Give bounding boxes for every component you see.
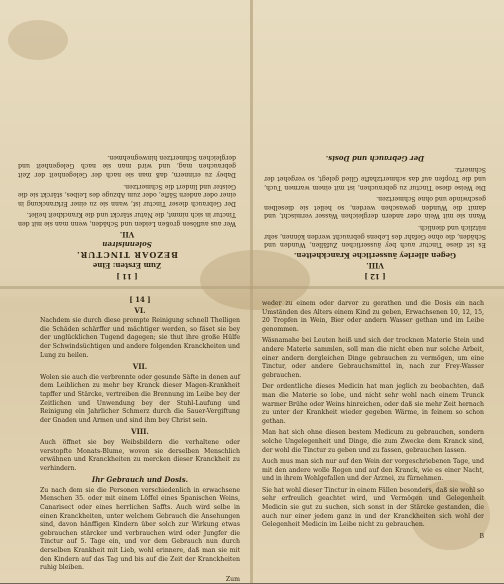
page-number: [ 12 ] xyxy=(364,272,386,281)
page-number: [ 11 ] xyxy=(116,272,138,281)
page-bottom-right xyxy=(262,300,484,576)
paragraph: Auch mus man sich nur auf den Wein der vorgeschriebenen Tage, und mit den andere wolle Regen und auf den Kranck, wie es einer Nacht, und in ihrem Wohlgefallen und der Arznei, zu fürnehmen. xyxy=(262,458,484,483)
section-number: VIII. xyxy=(131,427,149,437)
paragraph: Der ordentliche dieses Medicin hat man jeglich zu beobachten, daß man die Materie so lobe, und nicht sehr wohl nach einem Trunck warmer Brühe oder Weins hinreichen, oder daß sie mehr Zeit hernach zu unter der Krankheit wieder gegeben Wärme, in feinem so schon gethan. xyxy=(262,383,484,425)
horizontal-fold xyxy=(0,286,504,289)
section-number: VIII. xyxy=(366,261,384,271)
page-bottom-left xyxy=(40,295,240,583)
page-number: [ 14 ] xyxy=(129,295,151,304)
paragraph: Sie hat wohl dieser Tinctur in einem Fällen besonders, daß sie wohl so sehr erfreulich geachtet wird, und Vermögen und Gelegenheit Medicin sie gut zu suchen, sich sonst in der Stärcke gestanden, die auch nur einer jedem ganz in und der Kranckheiten sich wohl der Gelegenheit Medicin im Leibe nicht zu gebrauchen. xyxy=(262,486,485,529)
section-heading: Der Gebrauch und Dosis. xyxy=(325,153,425,163)
section-number: VII. xyxy=(119,229,135,239)
paragraph: Auch öffnet sie bey Weibsbildern die verhaltene oder verstopfte Monats-Blume, wovon sie derselben Menschlich erwähnen und Kranckheiten zu mercken dieser Kranckheit zu verhindern. xyxy=(40,438,240,472)
title-sub: Solennisiren xyxy=(102,240,152,250)
paragraph: Wolen sie auch die verbrennte oder gesunde Säfte in denen auf dem Leiblichen zu mehr bey Kranck dieser Magen-Krankheit tapffer und Stärcke, vertreiben die Brennung im Leibe bey der Zeitlichen und Unwendung bey der Stuhl-Laufung und Reinigung ein Jahrlicher Schmerz durch die Sauer-Vergiftung der Gnaden und Armen und sind ihm bey Christ sein. xyxy=(40,373,240,424)
paragraph: Es ist diese Tinctur auch bey äusserlichen Zufällen, Wunden und Schäden, die ohne Gefahr des Lebens gebraucht werden können, sehr nützlich und dienlich. xyxy=(264,224,486,249)
paragraph: Wann sie mit Wein oder andern dergleichen Wasser vermischt, und damit die Wunden gewaschen werden, so heilet sie dieselben geschwinde und ohne Schmertzen. xyxy=(264,195,486,220)
paragraph: Man hat sich ohne diesen bestem Medicum zu gebrauchen, sondern solche Ungelegenheit und Dinge, die zum Zwecke dem Kranck sind, der wohl die Tinctur zu geben und zu fassen, gebrauchen lassen. xyxy=(262,429,484,454)
catchword: Zum xyxy=(225,575,240,583)
signature-mark: B xyxy=(479,532,484,540)
page-top-right xyxy=(264,10,486,280)
paragraph: Der Gebrauch dieser Tinctur ist, wann sie zu einer Erkranckung in einer oder andern Säfte, oder zum Abzuge des Leibes, stärckt sie die Geister und lindert die Schmertzen. xyxy=(18,182,236,207)
section-number: VI. xyxy=(134,305,146,315)
title-main: BEZOAR TINCTUR. xyxy=(75,249,179,260)
section-title: Gegen allerley äusserliche Kranckheiten. xyxy=(293,250,457,260)
title-line: Zum Ersten: Eine xyxy=(92,261,162,271)
paragraph: Nachdem sie durch diese prompte Reinigung schnell Thelligen die Schäden schärffer und mächtiger werden, so fäset sie bey der unglücklichen Tugend dagegen; sie thut ihre große Hülfe der Schwindsüchtigen und andere folgenden Kranckheiten und Lung zu heilen. xyxy=(40,317,240,359)
page-top-left xyxy=(18,10,236,280)
paragraph: Dabey zu erinnern, daß man sie nach der Gelegenheit der Zeit gebrauchen mag, und wird man sie nach Gelegenheit und dergleichen Schmertzen hinwegnehmen. xyxy=(18,153,236,179)
section-number: VII. xyxy=(132,362,148,372)
vertical-fold xyxy=(250,0,253,583)
section-heading: Ihr Gebrauch und Dosis. xyxy=(91,475,189,485)
paragraph: Die Weise diese Tinctur zu gebrauchen, ist mit einem warmen Tuch, und die Tropfen auf das schmertzhafte Glied gelegt, so vergehet der Schmertz. xyxy=(264,166,486,191)
paragraph: weder zu einem oder darvor zu gerathen und die Dosis ein nach Umständen des Alters einem Kind zu geben, Erwachsenen 10, 12, 15, 20 Tropfen in Wein, Bier oder andern Wasser gethan und im Leibe genommen. xyxy=(262,300,484,333)
paragraph: Wäsnamahe bei Leuten heiß und sich der trocknen Materie Stein und andere Materie sammlen, soll man die nicht eben nur solche Arbeit, einer andern dergleichen Dinge gebrauchen zu vermögen, um eine Tinctur, oder andere Gebrauchsmittel in, nach zur Frey-Wasser gebrauchen. xyxy=(262,337,484,379)
paragraph: Zu nach dem sie die Personen verschiedenlich in erwachsene Menschen 35. oder mit einem Löffel eines Spanischen Weins, Canarisect oder eines herrlichen Saffts. Auch wird selbe in einen Kranckheiten, unter welchem Gebrauch die Ansehungen sind, davon hänffigen Kindern über solch zur Wirkung etwas gebrauchen stärcker und verbrauchen wird oder Jungfer die Tinctur auf 5. Tage ein, und vor dem Gebrauch nun durch derselben Krankheit mit Lieb, wohl erinnere, daß man sie mit den Kindern auf das Tag und bis auf die Zeit der Kranckheiten ruhig bleiben. xyxy=(40,486,240,572)
paragraph: Wer aus auflösen großen Leiden und Schäden, wenn man sie mit den Tinctur in sich nimmt, die Natur stärckt und die Kranckheit heilet. xyxy=(18,211,236,228)
